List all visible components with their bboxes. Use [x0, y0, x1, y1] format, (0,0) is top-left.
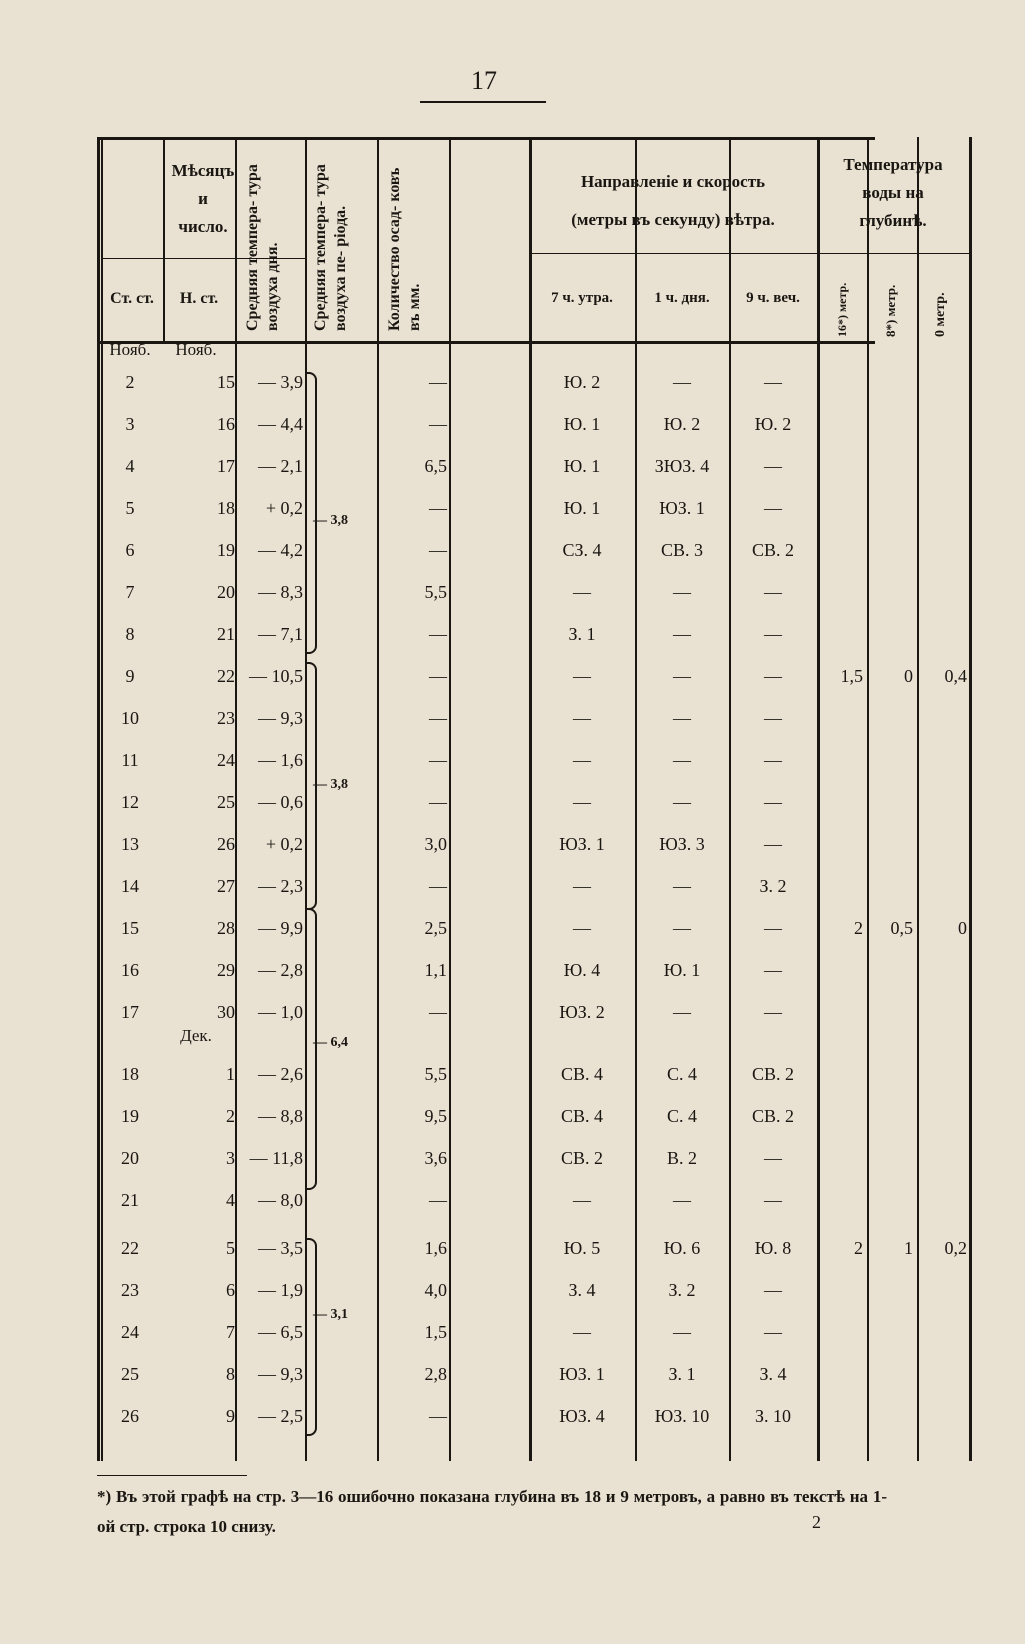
cell-wind-1: ЮЗ. 3 — [659, 834, 705, 854]
cell-wind-9: — — [764, 1190, 782, 1210]
cell-wind-7: З. 1 — [568, 624, 596, 644]
cell-precipitation: — — [429, 498, 447, 518]
cell-precipitation: — — [429, 372, 447, 392]
cell-day-temp: — 7,1 — [258, 624, 303, 644]
cell-wind-9: — — [764, 372, 782, 392]
cell-wind-7: Ю. 1 — [563, 456, 601, 476]
cell-new-style: 23 — [217, 708, 235, 728]
cell-depth-8: 1 — [904, 1238, 913, 1258]
footnote-rule — [97, 1475, 247, 1476]
cell-depth-8: 0 — [904, 666, 913, 686]
cell-old-style: 20 — [121, 1148, 139, 1168]
cell-wind-1: — — [673, 1322, 691, 1342]
header-water-line2: воды на — [862, 183, 924, 202]
cell-old-style: 17 — [121, 1002, 139, 1022]
cell-new-style: 9 — [226, 1406, 235, 1426]
cell-wind-9: З. 4 — [759, 1364, 787, 1384]
cell-wind-1: ЗЮЗ. 4 — [654, 456, 710, 476]
cell-day-temp: — 9,3 — [258, 708, 303, 728]
cell-precipitation: — — [429, 1406, 447, 1426]
cell-wind-7: — — [573, 1190, 591, 1210]
cell-wind-1: ЮЗ. 10 — [654, 1406, 710, 1426]
cell-depth-16: 2 — [854, 1238, 863, 1258]
cell-day-temp: — 1,9 — [258, 1280, 303, 1300]
cell-old-style: 5 — [125, 498, 135, 518]
cell-wind-7: — — [573, 708, 591, 728]
cell-wind-9: — — [764, 624, 782, 644]
page-number: 17 — [471, 66, 497, 95]
cell-wind-9: — — [764, 582, 782, 602]
cell-wind-9: — — [764, 792, 782, 812]
cell-wind-7: З. 4 — [568, 1280, 596, 1300]
header-precipitation: Количество осад- ковъ въ мм. — [386, 167, 423, 331]
cell-day-temp: — 8,3 — [258, 582, 303, 602]
cell-wind-7: — — [573, 1322, 591, 1342]
cell-new-style: 5 — [226, 1238, 235, 1258]
cell-wind-1: Ю. 6 — [663, 1238, 701, 1258]
cell-wind-7: СВ. 4 — [560, 1064, 603, 1084]
cell-wind-9: — — [764, 918, 782, 938]
cell-precipitation: 3,6 — [424, 1148, 447, 1168]
cell-wind-7: — — [573, 792, 591, 812]
cell-day-temp: — 2,3 — [258, 876, 303, 896]
cell-wind-1: Ю. 1 — [663, 960, 701, 980]
cell-depth-8: 0,5 — [890, 918, 913, 938]
cell-precipitation: 3,0 — [424, 834, 447, 854]
footnote: *) Въ этой графѣ на стр. 3—16 ошибочно показана глубина въ 18 и 9 метровъ, а равно въ текстѣ на 1-ой стр. строка 10 снизу. — [97, 1487, 887, 1536]
header-water-line1: Температура — [843, 155, 943, 174]
cell-wind-9: — — [764, 708, 782, 728]
cell-old-style: 12 — [121, 792, 139, 812]
cell-old-style: 23 — [121, 1280, 139, 1300]
cell-wind-1: — — [673, 582, 691, 602]
cell-wind-1: З. 1 — [668, 1364, 696, 1384]
cell-old-style: 4 — [125, 456, 135, 476]
cell-wind-9: — — [764, 834, 782, 854]
cell-wind-1: З. 2 — [668, 1280, 696, 1300]
cell-precipitation: — — [429, 708, 447, 728]
cell-wind-7: ЮЗ. 1 — [559, 834, 605, 854]
cell-day-temp: — 1,0 — [258, 1002, 303, 1022]
cell-wind-7: СВ. 4 — [560, 1106, 603, 1126]
cell-old-style: 8 — [125, 624, 135, 644]
cell-day-temp: — 9,9 — [258, 918, 303, 938]
cell-wind-9: — — [764, 498, 782, 518]
cell-day-temp: — 2,1 — [258, 456, 303, 476]
cell-precipitation: — — [429, 750, 447, 770]
cell-wind-7: — — [573, 582, 591, 602]
cell-wind-9: З. 2 — [759, 876, 787, 896]
cell-day-temp: — 2,5 — [258, 1406, 303, 1426]
cell-day-temp: — 10,5 — [249, 666, 303, 686]
cell-new-style: 2 — [226, 1106, 235, 1126]
cell-precipitation: — — [429, 792, 447, 812]
cell-old-style: 13 — [121, 834, 139, 854]
cell-wind-1: — — [673, 666, 691, 686]
cell-depth-0: 0,4 — [944, 666, 967, 686]
cell-wind-7: — — [573, 876, 591, 896]
cell-wind-9: З. 10 — [754, 1406, 792, 1426]
cell-old-style: 22 — [121, 1238, 139, 1258]
cell-day-temp: + 0,2 — [265, 834, 303, 854]
header-old-style: Ст. ст. — [110, 290, 154, 307]
month-label-dec: Дек. — [180, 1026, 212, 1045]
cell-wind-9: — — [764, 1148, 782, 1168]
cell-depth-16: 2 — [854, 918, 863, 938]
cell-wind-9: Ю. 2 — [754, 414, 792, 434]
cell-wind-7: Ю. 5 — [563, 1238, 601, 1258]
cell-wind-9: СВ. 2 — [751, 1064, 794, 1084]
cell-precipitation: 2,5 — [424, 918, 447, 938]
cell-old-style: 2 — [125, 372, 135, 392]
cell-old-style: 16 — [121, 960, 139, 980]
cell-wind-1: В. 2 — [666, 1148, 697, 1168]
header-wind-line2: (метры въ секунду) вѣтра. — [571, 210, 775, 229]
cell-old-style: 15 — [121, 918, 139, 938]
cell-old-style: 9 — [125, 666, 135, 686]
cell-precipitation: 1,6 — [424, 1238, 447, 1258]
cell-precipitation: — — [429, 414, 447, 434]
cell-precipitation: — — [429, 1002, 447, 1022]
cell-new-style: 17 — [217, 456, 235, 476]
cell-new-style: 4 — [226, 1190, 235, 1210]
cell-wind-9: СВ. 2 — [751, 540, 794, 560]
cell-new-style: 28 — [217, 918, 235, 938]
cell-wind-9: — — [764, 750, 782, 770]
cell-day-temp: — 9,3 — [258, 1364, 303, 1384]
header-wind-9: 9 ч. веч. — [746, 290, 800, 306]
signature-mark: 2 — [812, 1512, 821, 1532]
cell-precipitation: — — [429, 876, 447, 896]
cell-wind-7: Ю. 1 — [563, 414, 601, 434]
header-avg-day-temp: Средняя темпера- тура воздуха дня. — [244, 164, 281, 331]
cell-day-temp: — 1,6 — [258, 750, 303, 770]
cell-wind-7: Ю. 4 — [563, 960, 601, 980]
cell-day-temp: — 0,6 — [258, 792, 303, 812]
period-average: — 3,8 — [313, 513, 348, 528]
cell-wind-1: — — [673, 1190, 691, 1210]
header-depth-8: 8*) метр. — [883, 284, 898, 337]
cell-day-temp: — 8,8 — [258, 1106, 303, 1126]
cell-day-temp: — 4,4 — [258, 414, 303, 434]
cell-wind-9: Ю. 8 — [754, 1238, 792, 1258]
header-wind-line1: Направленіе и скорость — [580, 172, 766, 191]
cell-wind-7: — — [573, 918, 591, 938]
cell-new-style: 18 — [217, 498, 235, 518]
cell-new-style: 16 — [217, 414, 235, 434]
cell-depth-0: 0 — [958, 918, 967, 938]
cell-new-style: 20 — [217, 582, 235, 602]
cell-new-style: 25 — [217, 792, 235, 812]
header-water-line3: глубинѣ. — [859, 211, 927, 230]
cell-old-style: 7 — [125, 582, 135, 602]
cell-precipitation: 1,1 — [424, 960, 447, 980]
header-depth-16: 16*) метр. — [835, 282, 849, 337]
cell-new-style: 26 — [217, 834, 235, 854]
cell-wind-7: Ю. 2 — [563, 372, 601, 392]
cell-old-style: 10 — [121, 708, 139, 728]
cell-precipitation: — — [429, 624, 447, 644]
cell-precipitation: — — [429, 540, 447, 560]
cell-day-temp: — 2,8 — [258, 960, 303, 980]
cell-old-style: 21 — [121, 1190, 139, 1210]
cell-wind-1: — — [673, 708, 691, 728]
header-wind-7: 7 ч. утра. — [551, 290, 613, 306]
cell-wind-1: — — [673, 792, 691, 812]
cell-precipitation: — — [429, 666, 447, 686]
cell-wind-7: — — [573, 750, 591, 770]
cell-old-style: 18 — [121, 1064, 139, 1084]
cell-wind-9: — — [764, 960, 782, 980]
header-month-line1: Мѣсяцъ — [171, 161, 235, 180]
cell-old-style: 25 — [121, 1364, 139, 1384]
cell-depth-0: 0,2 — [944, 1238, 967, 1258]
header-depth-0: 0 метр. — [933, 292, 948, 337]
cell-new-style: 22 — [217, 666, 235, 686]
cell-day-temp: — 3,9 — [258, 372, 303, 392]
cell-wind-7: ЮЗ. 2 — [559, 1002, 605, 1022]
cell-day-temp: — 8,0 — [258, 1190, 303, 1210]
cell-old-style: 6 — [125, 540, 135, 560]
cell-precipitation: 2,8 — [424, 1364, 447, 1384]
cell-wind-7: ЮЗ. 4 — [559, 1406, 605, 1426]
cell-wind-1: — — [673, 750, 691, 770]
cell-precipitation: 5,5 — [424, 582, 447, 602]
cell-precipitation: 1,5 — [424, 1322, 447, 1342]
cell-depth-16: 1,5 — [840, 666, 863, 686]
cell-new-style: 30 — [217, 1002, 235, 1022]
header-wind-1: 1 ч. дня. — [654, 290, 710, 306]
cell-wind-1: ЮЗ. 1 — [659, 498, 705, 518]
header-month-line3: число. — [178, 217, 228, 236]
cell-old-style: 3 — [125, 414, 135, 434]
cell-new-style: 7 — [226, 1322, 235, 1342]
cell-new-style: 29 — [217, 960, 235, 980]
period-brace — [305, 1238, 317, 1436]
cell-new-style: 27 — [217, 876, 235, 896]
cell-day-temp: — 2,6 — [258, 1064, 303, 1084]
cell-new-style: 1 — [226, 1064, 235, 1084]
cell-new-style: 24 — [217, 750, 235, 770]
cell-wind-7: СВ. 2 — [560, 1148, 603, 1168]
cell-old-style: 14 — [121, 876, 139, 896]
cell-wind-9: — — [764, 1280, 782, 1300]
header-avg-period-temp: Средняя темпера- тура воздуха пе- ріода. — [312, 164, 349, 331]
header-new-style: Н. ст. — [179, 290, 219, 307]
cell-wind-1: — — [673, 1002, 691, 1022]
cell-wind-1: С. 4 — [666, 1064, 697, 1084]
cell-wind-7: — — [573, 666, 591, 686]
cell-wind-1: — — [673, 372, 691, 392]
cell-wind-9: — — [764, 1322, 782, 1342]
cell-day-temp: — 6,5 — [258, 1322, 303, 1342]
cell-wind-1: — — [673, 624, 691, 644]
period-average: — 3,1 — [313, 1307, 348, 1322]
header-month-line2: и — [198, 189, 208, 208]
cell-precipitation: — — [429, 1190, 447, 1210]
table-body — [97, 0, 975, 1460]
cell-old-style: 11 — [121, 750, 139, 770]
cell-new-style: 15 — [217, 372, 235, 392]
cell-wind-1: СВ. 3 — [660, 540, 703, 560]
cell-new-style: 19 — [217, 540, 235, 560]
cell-wind-1: — — [673, 876, 691, 896]
cell-day-temp: — 4,2 — [258, 540, 303, 560]
cell-day-temp: — 3,5 — [258, 1238, 303, 1258]
cell-wind-9: — — [764, 1002, 782, 1022]
cell-precipitation: 9,5 — [424, 1106, 447, 1126]
cell-precipitation: 4,0 — [424, 1280, 447, 1300]
month-label-old: Нояб. — [109, 340, 151, 359]
cell-day-temp: — 11,8 — [249, 1148, 303, 1168]
cell-old-style: 24 — [121, 1322, 139, 1342]
cell-new-style: 6 — [226, 1280, 235, 1300]
cell-wind-7: ЮЗ. 1 — [559, 1364, 605, 1384]
cell-wind-9: СВ. 2 — [751, 1106, 794, 1126]
cell-wind-1: С. 4 — [666, 1106, 697, 1126]
cell-wind-7: Ю. 1 — [563, 498, 601, 518]
period-average: — 6,4 — [313, 1035, 348, 1050]
cell-wind-9: — — [764, 456, 782, 476]
cell-wind-9: — — [764, 666, 782, 686]
month-label-new: Нояб. — [175, 340, 217, 359]
cell-precipitation: 6,5 — [424, 456, 447, 476]
cell-day-temp: + 0,2 — [265, 498, 303, 518]
cell-precipitation: 5,5 — [424, 1064, 447, 1084]
cell-wind-1: — — [673, 918, 691, 938]
cell-old-style: 19 — [121, 1106, 139, 1126]
cell-new-style: 21 — [217, 624, 235, 644]
period-average: — 3,8 — [313, 777, 348, 792]
cell-wind-1: Ю. 2 — [663, 414, 701, 434]
cell-new-style: 8 — [226, 1364, 235, 1384]
cell-wind-7: СЗ. 4 — [562, 540, 602, 560]
cell-new-style: 3 — [226, 1148, 235, 1168]
cell-old-style: 26 — [121, 1406, 139, 1426]
